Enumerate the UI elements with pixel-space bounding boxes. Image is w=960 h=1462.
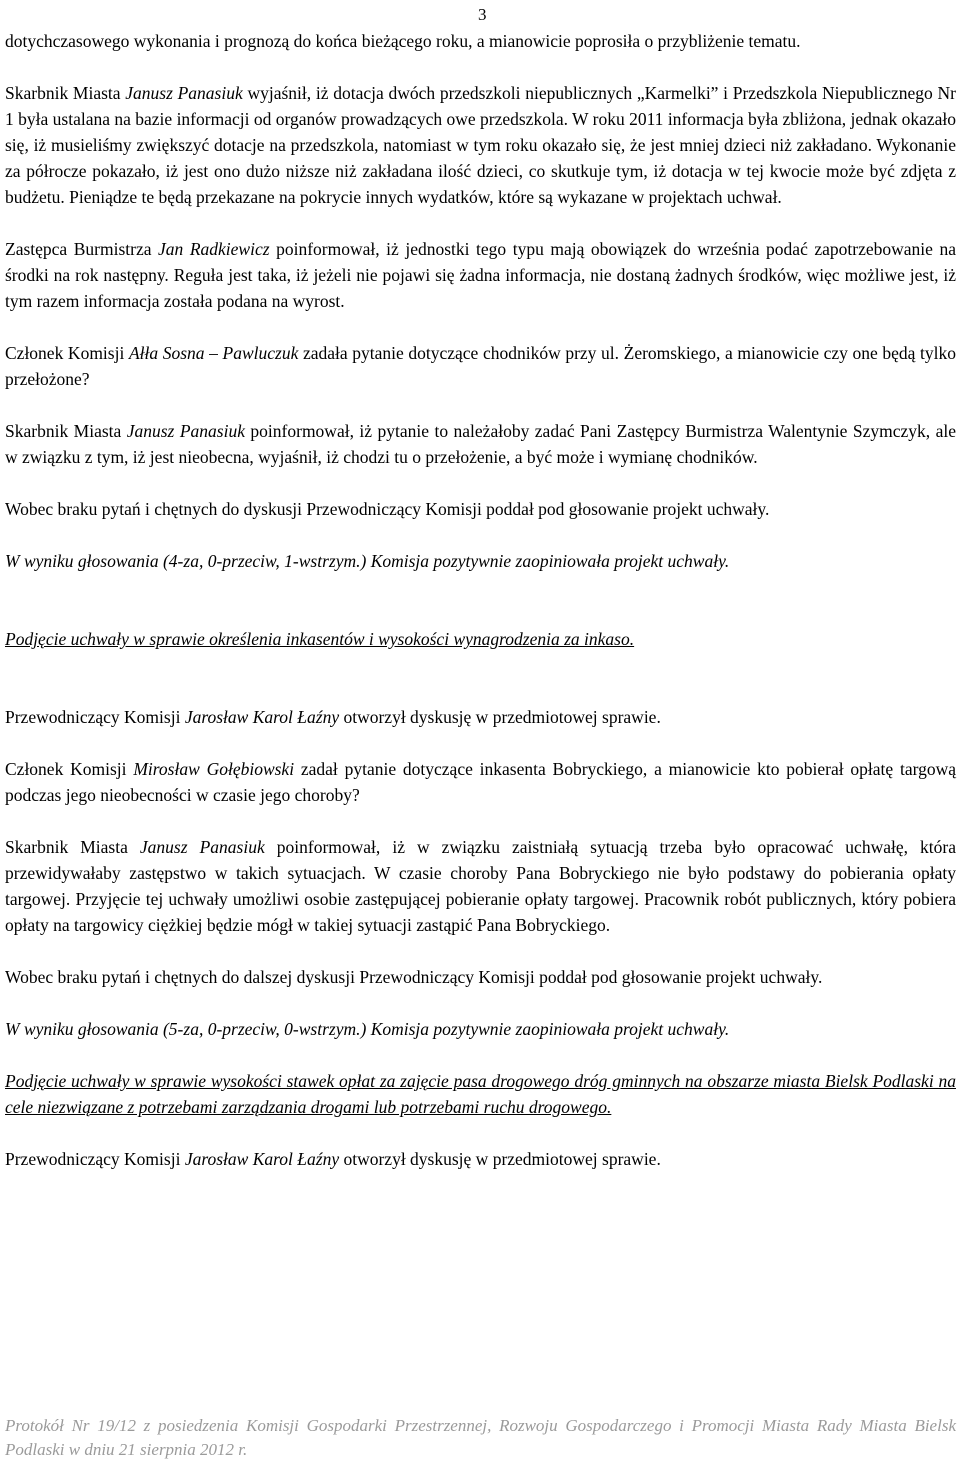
paragraph-p3	[5, 236, 956, 314]
paragraph-p13	[5, 1016, 956, 1042]
text-run: dotychczasowego wykonania i prognozą do końca bieżącego roku, a mianowicie poprosiła o przybliżenie tematu.	[5, 31, 801, 51]
text-run: zadał pytanie dotyczące inkasenta Bobryckiego, a mianowicie kto pobierał opłatę targową podczas jego nieobecności w czasie jego choroby?	[5, 759, 957, 805]
text-run: otworzył dyskusję w przedmiotowej sprawie.	[339, 1149, 661, 1169]
paragraph-spacer	[5, 600, 956, 626]
emphasized-text: Jan Radkiewicz	[158, 239, 270, 259]
paragraph-p1	[5, 28, 956, 54]
page-footer: Protokół Nr 19/12 z posiedzenia Komisji Gospodarki Przestrzennej, Rozwoju Gospodarczego i Promocji Miasta Rady Miasta Bielsk Podlaski w dniu 21 sierpnia 2012 r.	[5, 1416, 956, 1459]
text-run: Przewodniczący Komisji	[5, 707, 185, 727]
emphasized-text: Mirosław Gołębiowski	[133, 759, 295, 779]
emphasized-text: Ałła Sosna – Pawluczuk	[128, 343, 299, 363]
text-run: otworzył dyskusję w przedmiotowej sprawie.	[339, 707, 661, 727]
emphasized-text: Janusz Panasiuk	[126, 421, 245, 441]
emphasized-text: Podjęcie uchwały w sprawie wysokości stawek opłat za zajęcie pasa drogowego dróg gminnych na obszarze miasta Bielsk Podlaski na cele niezwiązane z potrzebami zarządzania drogami lub potrzebami ruchu drogowego.	[5, 1071, 956, 1117]
paragraph-p8	[5, 626, 956, 652]
paragraph-p2	[5, 80, 956, 210]
emphasized-text: Janusz Panasiuk	[125, 83, 243, 103]
text-run: Wobec braku pytań i chętnych do dyskusji Przewodniczący Komisji poddał pod głosowanie projekt uchwały.	[5, 499, 770, 519]
paragraph-p4	[5, 340, 956, 392]
emphasized-text: Jarosław Karol Łaźny	[184, 707, 340, 727]
text-run: poinformował, iż w związku zaistniałą sytuacją trzeba było opracować uchwałę, która przewidywałaby zastępstwo w takich sytuacjach. W czasie choroby Pana Bobryckiego nie było podstawy do pobierania opłaty targowej. Przyjęcie tej uchwały umożliwi osobie zastępującej pobieranie opłaty targowej. Pracownik robót publicznych, który pobiera opłaty na targowicy ciężkiej będzie mógł w takiej sytuacji zastąpić Pana Bobryckiego.	[5, 837, 956, 935]
text-run: Wobec braku pytań i chętnych do dalszej dyskusji Przewodniczący Komisji poddał pod głosowanie projekt uchwały.	[5, 967, 823, 987]
paragraph-p7	[5, 548, 956, 574]
paragraph-p14	[5, 1068, 956, 1120]
text-run: Skarbnik Miasta	[5, 83, 126, 103]
paragraph-p9	[5, 704, 956, 730]
document-page	[5, 0, 956, 1461]
paragraph-p6	[5, 496, 956, 522]
emphasized-text: W wyniku głosowania (5-za, 0-przeciw, 0-wstrzym.) Komisja pozytywnie zaopiniowała projekt uchwały.	[5, 1019, 730, 1039]
text-run: zadała pytanie dotyczące chodników przy ul. Żeromskiego, a mianowicie czy one będą tylko przełożone?	[5, 343, 956, 389]
document-body	[5, 28, 956, 1198]
paragraph-p10	[5, 756, 956, 808]
paragraph-p15	[5, 1146, 956, 1172]
paragraph-p12	[5, 964, 956, 990]
text-run: Przewodniczący Komisji	[5, 1149, 185, 1169]
text-run: Skarbnik Miasta	[5, 837, 140, 857]
text-run: Zastępca Burmistrza	[5, 239, 159, 259]
text-run: Skarbnik Miasta	[5, 421, 127, 441]
text-run: poinformował, iż pytanie to należałoby zadać Pani Zastępcy Burmistrza Walentynie Szymczyk, ale w związku z tym, iż jest nieobecna, wyjaśnił, iż chodzi tu o przełożenie, a być może i wymianę chodników.	[5, 421, 956, 467]
emphasized-text: W wyniku głosowania (4-za, 0-przeciw, 1-wstrzym.) Komisja pozytywnie zaopiniowała projekt uchwały.	[5, 551, 730, 571]
paragraph-p11	[5, 834, 956, 938]
emphasized-text: Janusz Panasiuk	[139, 837, 265, 857]
paragraph-p5	[5, 418, 956, 470]
text-run: Członek Komisji	[5, 759, 134, 779]
text-run: wyjaśnił, iż dotacja dwóch przedszkoli niepublicznych „Karmelki” i Przedszkola Niepublicznego Nr 1 była ustalana na bazie informacji od organów prowadzących owe przedszkola. W roku 2011 informacja była zbliżona, jednak okazało się, iż musieliśmy zwiększyć dotacje na przedszkola, natomiast w tym roku okazało się, że jest mniej dzieci niż zakładano. Wykonanie za półrocze pokazało, iż jest ono dużo niższe niż zakładana ilość dzieci, co skutkuje tym, iż dotacja w tej kwocie może być zdjęta z budżetu. Pieniądze te będą przekazane na pokrycie innych wydatków, które są wykazane w projektach uchwał.	[5, 83, 956, 207]
page-number: 3	[478, 5, 487, 24]
emphasized-text: Jarosław Karol Łaźny	[184, 1149, 340, 1169]
text-run: Członek Komisji	[5, 343, 129, 363]
emphasized-text: Podjęcie uchwały w sprawie określenia inkasentów i wysokości wynagrodzenia za inkaso.	[5, 629, 635, 649]
paragraph-spacer	[5, 678, 956, 704]
text-run: poinformował, iż jednostki tego typu mają obowiązek do września podać zapotrzebowanie na środki na rok następny. Reguła jest taka, iż jeżeli nie pojawi się żadna informacja, nie dostaną żadnych środków, więc możliwe jest, iż tym razem informacja została podana na wyrost.	[5, 239, 956, 311]
